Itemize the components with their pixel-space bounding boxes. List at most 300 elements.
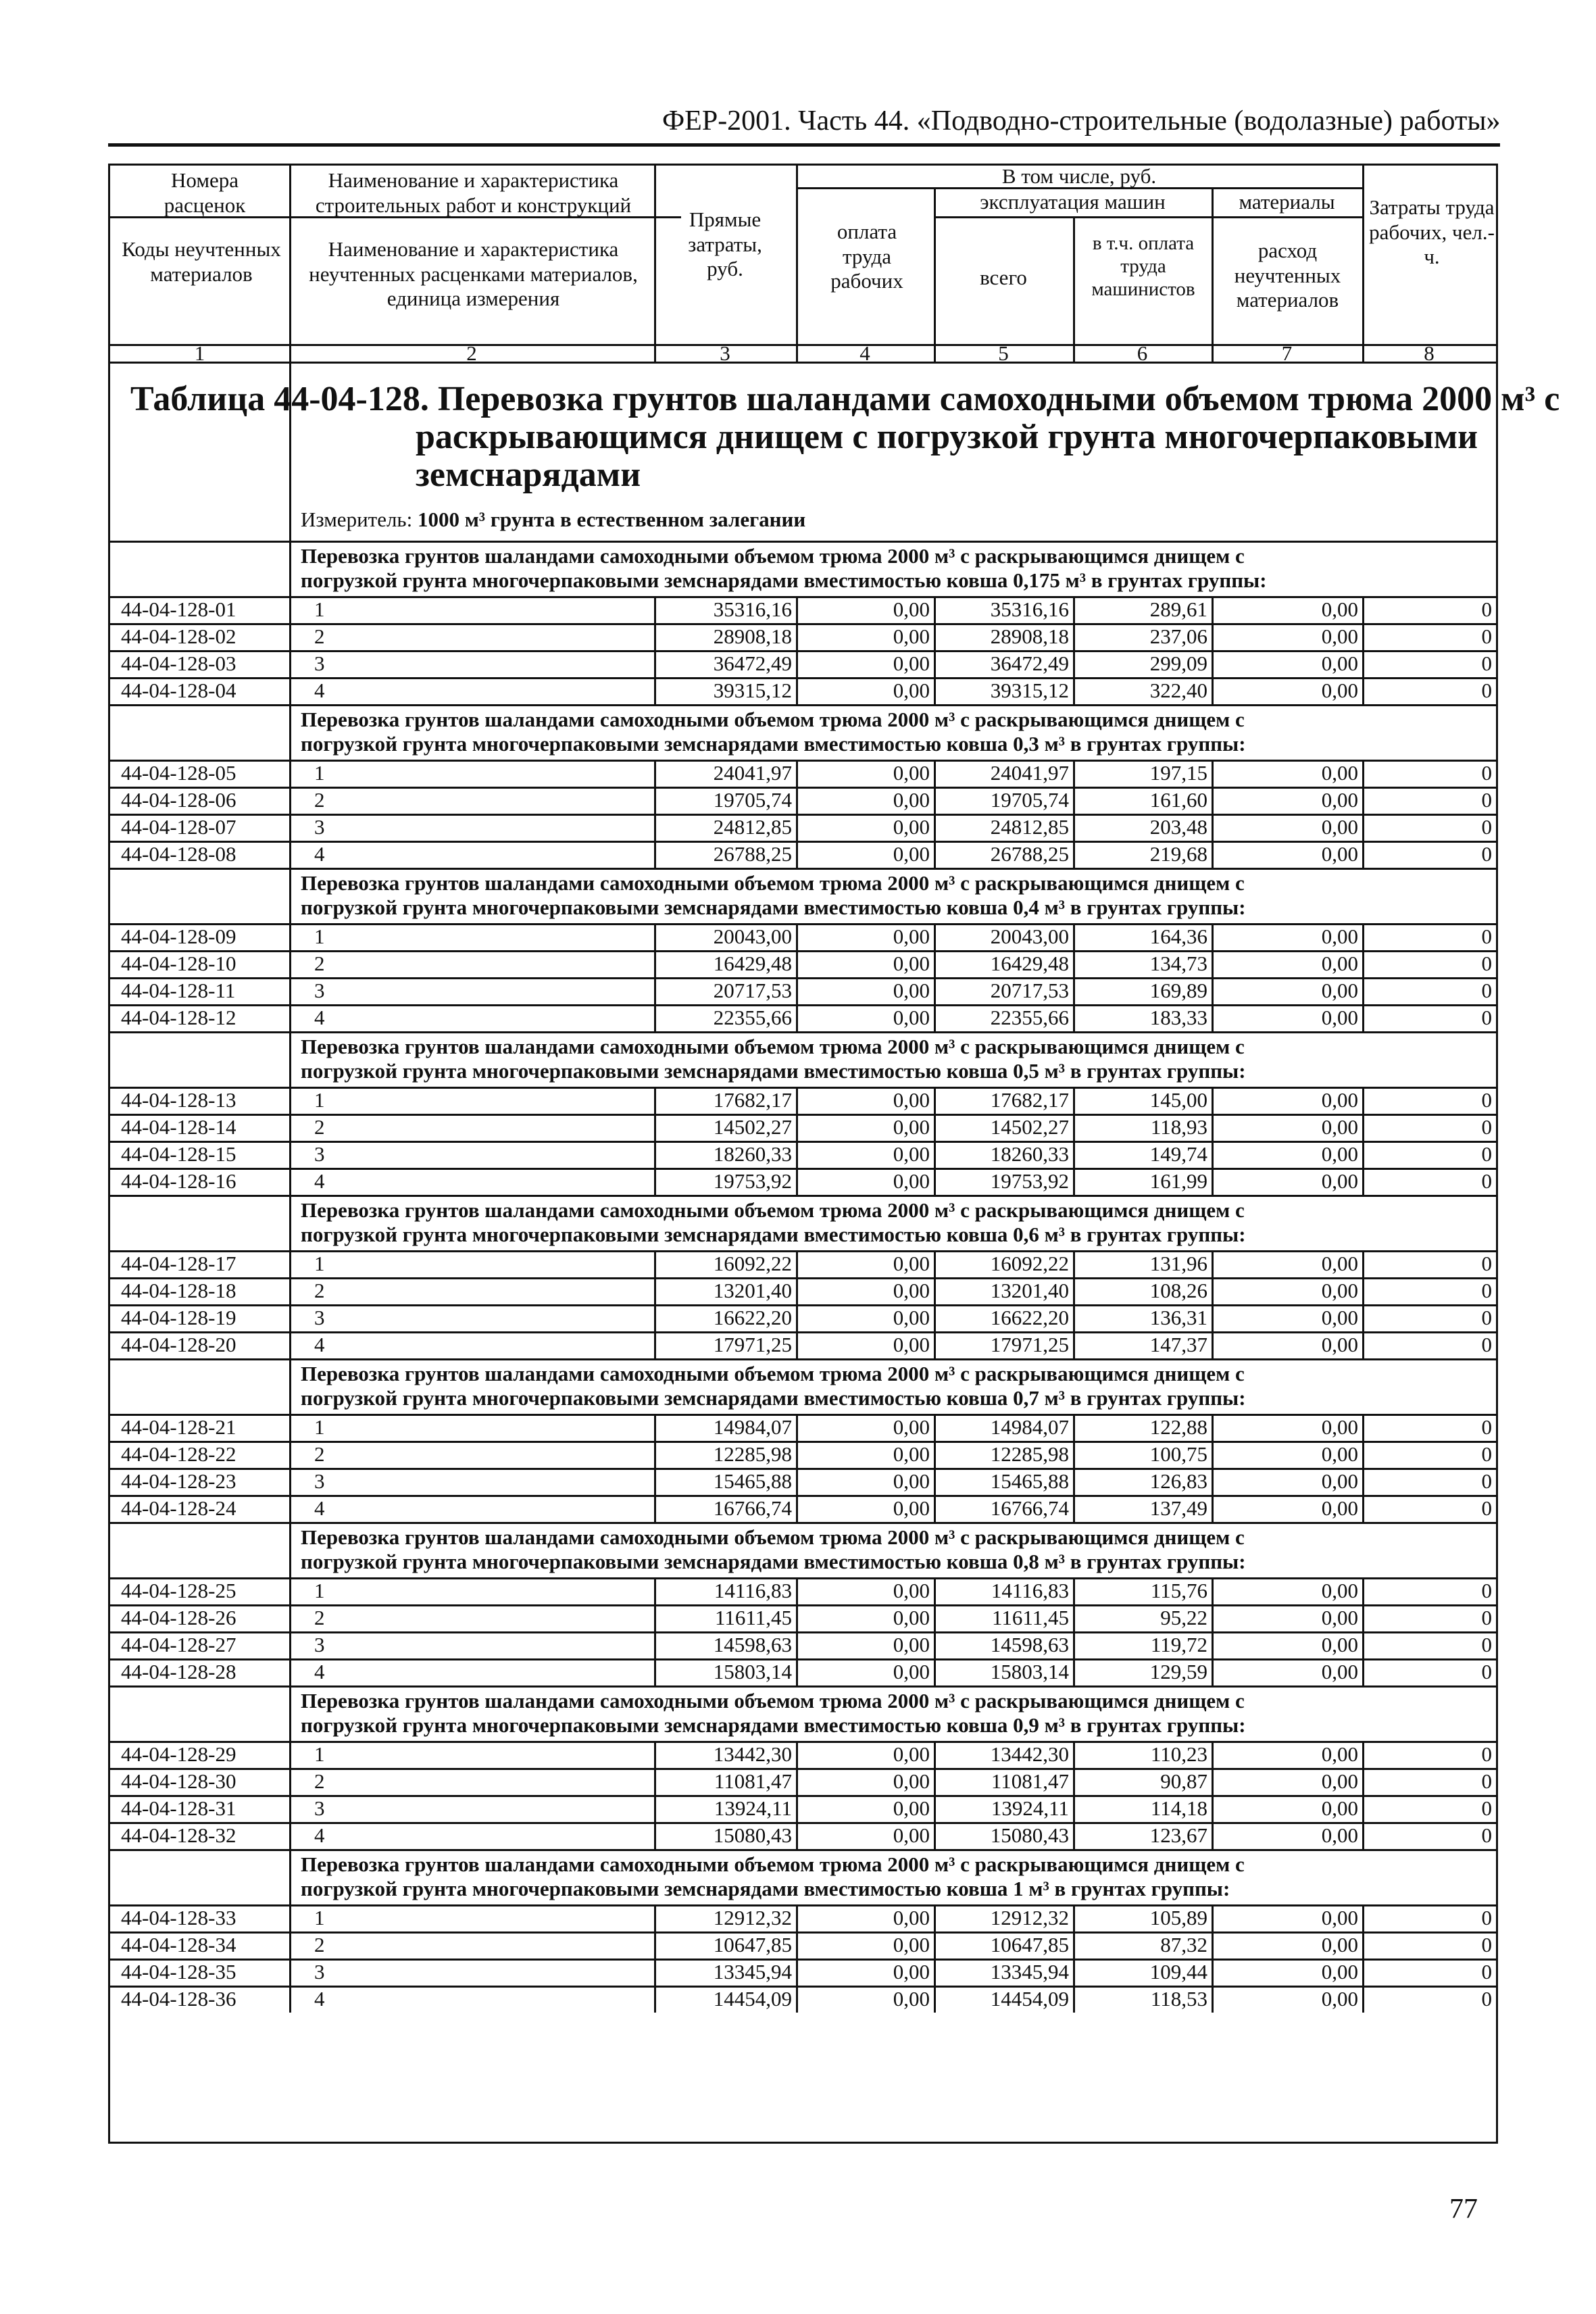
column-line [796, 1414, 798, 1522]
column-line [1212, 760, 1214, 868]
value-machines: 16429,48 [990, 952, 1069, 975]
value-operators: 118,53 [1150, 1987, 1207, 2011]
value-labor: 0,00 [893, 979, 930, 1002]
machines-header: эксплуатация машин [980, 190, 1166, 214]
value-direct: 19753,92 [713, 1169, 792, 1193]
value-hours: 0 [1481, 1306, 1492, 1329]
section-divider [110, 1195, 1496, 1197]
value-labor: 0,00 [893, 1333, 930, 1356]
section-title-line1: Перевозка грунтов шаландами самоходными объемом трюма 2000 м³ с раскрывающимся днищем с [301, 1198, 1245, 1222]
value-materials: 0,00 [1321, 1906, 1358, 1929]
column-line [1212, 1250, 1214, 1358]
value-machines: 20717,53 [990, 979, 1069, 1002]
value-direct: 19705,74 [713, 788, 792, 812]
value-operators: 105,89 [1149, 1906, 1207, 1929]
soil-group: 4 [314, 1496, 325, 1520]
value-materials: 0,00 [1321, 1823, 1358, 1847]
rate-code: 44-04-128-35 [121, 1960, 236, 1984]
value-materials: 0,00 [1321, 1088, 1358, 1112]
value-labor: 0,00 [893, 1252, 930, 1275]
value-labor: 0,00 [893, 761, 930, 785]
table-title-line3: земснарядами [416, 456, 641, 495]
value-labor: 0,00 [893, 1115, 930, 1139]
column-number: 4 [859, 341, 870, 365]
column-line [796, 760, 798, 868]
value-labor: 0,00 [893, 815, 930, 839]
value-machines: 12912,32 [990, 1906, 1069, 1929]
column-number: 2 [466, 341, 477, 365]
column-line [796, 923, 798, 1031]
value-machines: 16092,22 [990, 1252, 1069, 1275]
value-materials: 0,00 [1321, 679, 1358, 702]
value-machines: 16622,20 [990, 1306, 1069, 1329]
value-direct: 15080,43 [713, 1823, 792, 1847]
head-line [796, 166, 798, 362]
table-title-line2: раскрывающимся днищем с погрузкой грунта многочерпаковыми [416, 418, 1478, 457]
value-materials: 0,00 [1321, 842, 1358, 866]
col1-bottom-header: Коды неучтенных материалов [122, 237, 281, 286]
value-materials: 0,00 [1321, 815, 1358, 839]
column-line [1362, 760, 1364, 868]
value-operators: 90,87 [1160, 1769, 1207, 1793]
section-title-line1: Перевозка грунтов шаландами самоходными объемом трюма 2000 м³ с раскрывающимся днищем с [301, 1362, 1245, 1385]
value-materials: 0,00 [1321, 1306, 1358, 1329]
rate-code: 44-04-128-32 [121, 1823, 236, 1847]
value-hours: 0 [1481, 1660, 1492, 1683]
value-machines: 19705,74 [990, 788, 1069, 812]
rate-code: 44-04-128-26 [121, 1606, 236, 1629]
value-machines: 13201,40 [990, 1279, 1069, 1302]
value-direct: 22355,66 [713, 1006, 792, 1029]
value-operators: 115,76 [1150, 1579, 1207, 1602]
soil-group: 3 [314, 815, 325, 839]
value-machines: 15803,14 [990, 1660, 1069, 1683]
soil-group: 4 [314, 1333, 325, 1356]
column-line [289, 1741, 291, 1849]
soil-group: 1 [314, 925, 325, 948]
value-materials: 0,00 [1321, 1933, 1358, 1956]
soil-group: 3 [314, 1142, 325, 1166]
column-line [934, 1250, 936, 1358]
value-labor: 0,00 [893, 1142, 930, 1166]
col2-top-header: Наименование и характеристика строительных работ и конструкций [315, 168, 632, 217]
column-line [1073, 1741, 1075, 1849]
soil-group: 4 [314, 1006, 325, 1029]
value-direct: 36472,49 [713, 651, 792, 675]
value-hours: 0 [1481, 1252, 1492, 1275]
column-number: 3 [720, 341, 730, 365]
value-hours: 0 [1481, 788, 1492, 812]
head-line [1362, 166, 1364, 362]
value-materials: 0,00 [1321, 1115, 1358, 1139]
value-machines: 17682,17 [990, 1088, 1069, 1112]
value-materials: 0,00 [1321, 1769, 1358, 1793]
column-line [1362, 1741, 1364, 1849]
value-hours: 0 [1481, 651, 1492, 675]
value-machines: 14454,09 [990, 1987, 1069, 2011]
value-hours: 0 [1481, 952, 1492, 975]
col7-header: расход неучтенных материалов [1234, 239, 1341, 312]
value-direct: 13442,30 [713, 1742, 792, 1766]
col5-header: всего [980, 266, 1027, 289]
value-materials: 0,00 [1321, 1633, 1358, 1656]
value-direct: 16622,20 [713, 1306, 792, 1329]
soil-group: 3 [314, 651, 325, 675]
column-line [289, 760, 291, 868]
value-direct: 12285,98 [713, 1442, 792, 1466]
column-line [654, 760, 656, 868]
value-labor: 0,00 [893, 1633, 930, 1656]
value-direct: 11081,47 [714, 1769, 792, 1793]
value-labor: 0,00 [893, 788, 930, 812]
value-operators: 134,73 [1149, 952, 1207, 975]
soil-group: 3 [314, 1306, 325, 1329]
column-line [289, 923, 291, 1031]
soil-group: 2 [314, 1442, 325, 1466]
value-machines: 10647,85 [990, 1933, 1069, 1956]
column-line [934, 1087, 936, 1195]
value-materials: 0,00 [1321, 1579, 1358, 1602]
value-machines: 22355,66 [990, 1006, 1069, 1029]
value-labor: 0,00 [893, 1933, 930, 1956]
value-direct: 20717,53 [713, 979, 792, 1002]
value-labor: 0,00 [893, 1906, 930, 1929]
column-line [934, 1904, 936, 2013]
column-number: 1 [194, 341, 205, 365]
value-operators: 147,37 [1149, 1333, 1207, 1356]
value-hours: 0 [1481, 679, 1492, 702]
soil-group: 2 [314, 1279, 325, 1302]
section-divider [110, 1358, 1496, 1360]
value-labor: 0,00 [893, 1987, 930, 2011]
value-hours: 0 [1481, 1496, 1492, 1520]
value-machines: 12285,98 [990, 1442, 1069, 1466]
rate-code: 44-04-128-14 [121, 1115, 236, 1139]
value-direct: 20043,00 [713, 925, 792, 948]
meter-value: 1000 м³ грунта в естественном залегании [417, 508, 806, 531]
column-number: 5 [998, 341, 1009, 365]
column-line [289, 1087, 291, 1195]
value-machines: 13924,11 [991, 1796, 1069, 1820]
section-divider [110, 1031, 1496, 1033]
rate-code: 44-04-128-05 [121, 761, 236, 785]
value-machines: 15080,43 [990, 1823, 1069, 1847]
soil-group: 4 [314, 842, 325, 866]
value-operators: 95,22 [1160, 1606, 1207, 1629]
value-materials: 0,00 [1321, 1660, 1358, 1683]
column-line [1073, 596, 1075, 704]
column-line [289, 704, 291, 760]
value-materials: 0,00 [1321, 1142, 1358, 1166]
value-labor: 0,00 [893, 1415, 930, 1439]
col2-bottom-header: Наименование и характеристика неучтенных расценками материалов, единица измерения [309, 237, 638, 311]
value-labor: 0,00 [893, 1823, 930, 1847]
value-hours: 0 [1481, 1142, 1492, 1166]
value-hours: 0 [1481, 1469, 1492, 1493]
rate-code: 44-04-128-25 [121, 1579, 236, 1602]
rate-code: 44-04-128-13 [121, 1088, 236, 1112]
value-operators: 149,74 [1149, 1142, 1207, 1166]
col6-header: в т.ч. оплата труда машинистов [1091, 232, 1195, 301]
value-machines: 36472,49 [990, 651, 1069, 675]
column-number: 7 [1281, 341, 1293, 365]
rate-code: 44-04-128-27 [121, 1633, 236, 1656]
col4-header: оплата труда рабочих [830, 220, 903, 293]
rate-code: 44-04-128-22 [121, 1442, 236, 1466]
soil-group: 4 [314, 1823, 325, 1847]
value-labor: 0,00 [893, 1006, 930, 1029]
value-labor: 0,00 [893, 1606, 930, 1629]
value-direct: 14454,09 [713, 1987, 792, 2011]
value-direct: 35316,16 [713, 597, 792, 621]
column-line [289, 596, 291, 704]
rate-code: 44-04-128-18 [121, 1279, 236, 1302]
value-direct: 14598,63 [713, 1633, 792, 1656]
soil-group: 3 [314, 1960, 325, 1984]
section-title-line2: погрузкой грунта многочерпаковыми земснарядами вместимостью ковша 0,9 м³ в грунтах группы: [301, 1713, 1246, 1737]
section-title-line2: погрузкой грунта многочерпаковыми земснарядами вместимостью ковша 0,8 м³ в грунтах группы: [301, 1550, 1246, 1573]
soil-group: 1 [314, 1252, 325, 1275]
value-operators: 136,31 [1149, 1306, 1207, 1329]
column-line [289, 1250, 291, 1358]
column-line [289, 1577, 291, 1685]
value-direct: 13345,94 [713, 1960, 792, 1984]
value-hours: 0 [1481, 1333, 1492, 1356]
value-operators: 299,09 [1149, 651, 1207, 675]
value-operators: 114,18 [1150, 1796, 1207, 1820]
head-line [654, 166, 656, 362]
value-materials: 0,00 [1321, 1169, 1358, 1193]
value-materials: 0,00 [1321, 1333, 1358, 1356]
value-hours: 0 [1481, 842, 1492, 866]
column-line [1073, 1087, 1075, 1195]
rate-code: 44-04-128-24 [121, 1496, 236, 1520]
rate-code: 44-04-128-01 [121, 597, 236, 621]
value-direct: 16766,74 [713, 1496, 792, 1520]
meter-line [301, 508, 805, 532]
value-hours: 0 [1481, 1933, 1492, 1956]
value-materials: 0,00 [1321, 788, 1358, 812]
column-line [796, 1087, 798, 1195]
section-divider [110, 868, 1496, 870]
value-hours: 0 [1481, 1606, 1492, 1629]
table-title [130, 380, 1560, 495]
column-line [1212, 1414, 1214, 1522]
rate-code: 44-04-128-10 [121, 952, 236, 975]
value-operators: 169,89 [1149, 979, 1207, 1002]
value-direct: 26788,25 [713, 842, 792, 866]
value-operators: 87,32 [1160, 1933, 1207, 1956]
value-machines: 26788,25 [990, 842, 1069, 866]
rate-code: 44-04-128-29 [121, 1742, 236, 1766]
soil-group: 1 [314, 1579, 325, 1602]
column-line [796, 596, 798, 704]
soil-group: 4 [314, 1169, 325, 1193]
value-hours: 0 [1481, 1088, 1492, 1112]
value-materials: 0,00 [1321, 1960, 1358, 1984]
value-machines: 24812,85 [990, 815, 1069, 839]
rate-code: 44-04-128-03 [121, 651, 236, 675]
column-line [654, 1087, 656, 1195]
column-line [289, 1195, 291, 1250]
column-line [1073, 923, 1075, 1031]
value-operators: 137,49 [1149, 1496, 1207, 1520]
column-line [1212, 596, 1214, 704]
rate-code: 44-04-128-34 [121, 1933, 236, 1956]
column-line [1362, 1250, 1364, 1358]
value-operators: 161,99 [1149, 1169, 1207, 1193]
column-number: 6 [1137, 341, 1148, 365]
col3-header: Прямые затраты, руб. [688, 207, 762, 281]
value-labor: 0,00 [893, 1769, 930, 1793]
value-operators: 203,48 [1149, 815, 1207, 839]
head-line [289, 166, 291, 362]
column-line [289, 1522, 291, 1577]
value-hours: 0 [1481, 815, 1492, 839]
rate-code: 44-04-128-20 [121, 1333, 236, 1356]
value-materials: 0,00 [1321, 1606, 1358, 1629]
column-line [1212, 1741, 1214, 1849]
value-direct: 16429,48 [713, 952, 792, 975]
value-operators: 145,00 [1149, 1088, 1207, 1112]
section-title-line2: погрузкой грунта многочерпаковыми земснарядами вместимостью ковша 0,5 м³ в грунтах группы: [301, 1059, 1246, 1083]
section-title-line2: погрузкой грунта многочерпаковыми земснарядами вместимостью ковша 0,7 м³ в грунтах группы: [301, 1386, 1246, 1410]
value-direct: 39315,12 [713, 679, 792, 702]
rate-code: 44-04-128-30 [121, 1769, 236, 1793]
value-machines: 19753,92 [990, 1169, 1069, 1193]
column-line [289, 1031, 291, 1087]
column-line [934, 596, 936, 704]
value-labor: 0,00 [893, 952, 930, 975]
column-line [1212, 923, 1214, 1031]
value-materials: 0,00 [1321, 1006, 1358, 1029]
column-line [934, 923, 936, 1031]
rate-code: 44-04-128-06 [121, 788, 236, 812]
column-number: 8 [1424, 341, 1435, 365]
column-line [796, 1250, 798, 1358]
rate-code: 44-04-128-23 [121, 1469, 236, 1493]
soil-group: 1 [314, 1088, 325, 1112]
value-hours: 0 [1481, 1442, 1492, 1466]
value-labor: 0,00 [893, 1279, 930, 1302]
page-number: 77 [1449, 2194, 1478, 2225]
section-title-line1: Перевозка грунтов шаландами самоходными объемом трюма 2000 м³ с раскрывающимся днищем с [301, 544, 1245, 568]
section-title-line1: Перевозка грунтов шаландами самоходными объемом трюма 2000 м³ с раскрывающимся днищем с [301, 1035, 1245, 1058]
value-materials: 0,00 [1321, 1796, 1358, 1820]
value-hours: 0 [1481, 1279, 1492, 1302]
page-header-title: ФЕР-2001. Часть 44. «Подводно-строительные (водолазные) работы» [662, 105, 1501, 137]
value-machines: 14116,83 [991, 1579, 1069, 1602]
rate-code: 44-04-128-07 [121, 815, 236, 839]
value-materials: 0,00 [1321, 1442, 1358, 1466]
value-direct: 14502,27 [713, 1115, 792, 1139]
section-divider [110, 541, 1496, 543]
value-labor: 0,00 [893, 1442, 930, 1466]
soil-group: 3 [314, 1469, 325, 1493]
group-header: В том числе, руб. [1001, 164, 1157, 188]
value-machines: 11081,47 [991, 1769, 1069, 1793]
column-line [934, 1414, 936, 1522]
column-line [934, 760, 936, 868]
column-line [289, 1414, 291, 1522]
rate-code: 44-04-128-36 [121, 1987, 236, 2011]
column-line [1362, 923, 1364, 1031]
value-operators: 109,44 [1149, 1960, 1207, 1984]
value-hours: 0 [1481, 761, 1492, 785]
soil-group: 3 [314, 1796, 325, 1820]
section-title-line2: погрузкой грунта многочерпаковыми земснарядами вместимостью ковша 0,3 м³ в грунтах группы: [301, 732, 1246, 756]
value-materials: 0,00 [1321, 1987, 1358, 2011]
column-line [289, 1904, 291, 2013]
value-materials: 0,00 [1321, 1469, 1358, 1493]
rate-code: 44-04-128-17 [121, 1252, 236, 1275]
value-hours: 0 [1481, 1169, 1492, 1193]
value-direct: 11611,45 [715, 1606, 792, 1629]
value-materials: 0,00 [1321, 651, 1358, 675]
column-line [796, 1577, 798, 1685]
value-hours: 0 [1481, 1960, 1492, 1984]
value-hours: 0 [1481, 1769, 1492, 1793]
rate-code: 44-04-128-04 [121, 679, 236, 702]
value-operators: 219,68 [1149, 842, 1207, 866]
section-title-line2: погрузкой грунта многочерпаковыми земснарядами вместимостью ковша 0,175 м³ в грунтах группы: [301, 568, 1267, 592]
value-labor: 0,00 [893, 1088, 930, 1112]
value-labor: 0,00 [893, 1496, 930, 1520]
section-divider [110, 704, 1496, 706]
value-machines: 39315,12 [990, 679, 1069, 702]
value-materials: 0,00 [1321, 1279, 1358, 1302]
value-hours: 0 [1481, 1579, 1492, 1602]
value-direct: 12912,32 [713, 1906, 792, 1929]
value-direct: 24812,85 [713, 815, 792, 839]
value-operators: 183,33 [1149, 1006, 1207, 1029]
column-line [934, 1741, 936, 1849]
value-direct: 18260,33 [713, 1142, 792, 1166]
column-line [1073, 1904, 1075, 2013]
soil-group: 1 [314, 597, 325, 621]
section-title-line2: погрузкой грунта многочерпаковыми земснарядами вместимостью ковша 0,6 м³ в грунтах группы: [301, 1223, 1246, 1246]
section-title-line2: погрузкой грунта многочерпаковыми земснарядами вместимостью ковша 0,4 м³ в грунтах группы: [301, 895, 1246, 919]
value-labor: 0,00 [893, 1742, 930, 1766]
column-line [1212, 1904, 1214, 2013]
value-labor: 0,00 [893, 1960, 930, 1984]
value-labor: 0,00 [893, 1579, 930, 1602]
column-line [289, 1849, 291, 1904]
soil-group: 2 [314, 952, 325, 975]
soil-group: 2 [314, 624, 325, 648]
value-machines: 16766,74 [990, 1496, 1069, 1520]
rate-code: 44-04-128-08 [121, 842, 236, 866]
column-line [1362, 1577, 1364, 1685]
column-line [1073, 1577, 1075, 1685]
column-line [1362, 596, 1364, 704]
value-operators: 100,75 [1149, 1442, 1207, 1466]
value-labor: 0,00 [893, 842, 930, 866]
value-hours: 0 [1481, 1742, 1492, 1766]
value-machines: 17971,25 [990, 1333, 1069, 1356]
column-line [654, 1741, 656, 1849]
head-line [934, 216, 1362, 218]
column-line [289, 1358, 291, 1414]
value-machines: 24041,97 [990, 761, 1069, 785]
value-direct: 17682,17 [713, 1088, 792, 1112]
soil-group: 3 [314, 979, 325, 1002]
soil-group: 1 [314, 761, 325, 785]
value-materials: 0,00 [1321, 979, 1358, 1002]
column-line [1362, 1904, 1364, 2013]
value-hours: 0 [1481, 597, 1492, 621]
col8-header: Затраты труда рабочих, чел.-ч. [1369, 195, 1495, 269]
